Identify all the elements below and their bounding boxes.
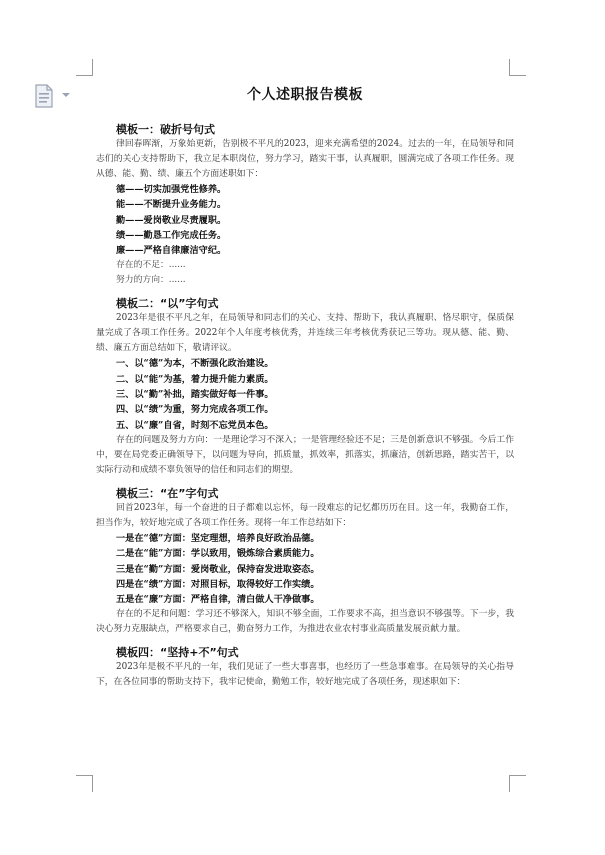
section-heading: 模板一：破折号句式 bbox=[116, 123, 215, 136]
bold-item: 一是在“德”方面：坚定理想，培养良好政治品德。 bbox=[116, 532, 320, 544]
crop-mark-bottom-right bbox=[509, 775, 526, 792]
document-menu-button[interactable] bbox=[34, 84, 74, 108]
section-intro: 2023年是极不平凡的一年，我们见证了一些大事喜事，也经历了一些急事难事。在局领导的关心指导下，在各位同事的帮助支持下，我牢记使命，勤勉工作，较好地完成了各项任务，现述职如下： bbox=[96, 662, 514, 688]
bold-item: 勤——爱岗敬业尽责履职。 bbox=[116, 214, 227, 226]
bold-item: 二、以“能”为基，着力提升能力素质。 bbox=[116, 373, 274, 385]
crop-mark-top-right bbox=[509, 59, 526, 76]
crop-mark-top-left bbox=[76, 59, 93, 76]
section-heading: 模板四：“坚持+不”句式 bbox=[116, 646, 239, 660]
bold-item: 三是在“勤”方面：爱岗敬业，保持奋发进取姿态。 bbox=[116, 563, 320, 575]
bold-item: 三、以“勤”补拙，踏实做好每一件事。 bbox=[116, 389, 274, 401]
section-heading: 模板三：“在”字句式 bbox=[116, 486, 219, 500]
section-heading: 模板二：“以”字句式 bbox=[116, 297, 219, 311]
chevron-down-icon bbox=[62, 93, 70, 97]
bold-item: 德——切实加强党性修养。 bbox=[116, 184, 227, 195]
section-intro: 回首2023年，每一个奋进的日子都难以忘怀，每一段难忘的记忆都历历在目。这一年，我勤奋工作，担当作为，较好地完成了各项工作任务。现将一年工作总结如下： bbox=[96, 502, 514, 528]
bold-item: 四是在“绩”方面：对照目标，取得较好工作实绩。 bbox=[116, 578, 320, 590]
section-intro: 律回春晖渐，万象始更新，告别极不平凡的2023，迎来充满希望的2024。过去的一年，在局领导和同志们的关心支持帮助下，我立足本职岗位，努力学习，踏实干事，认真履职，圆满完成了各项工作任务。现从德、能、勤、绩、廉五个方面述职如下： bbox=[96, 139, 514, 179]
bold-item: 五是在“廉”方面：严格自律，清白做人干净做事。 bbox=[116, 594, 320, 606]
document-icon bbox=[34, 84, 74, 108]
bold-item: 二是在“能”方面：学以致用，锻炼综合素质能力。 bbox=[116, 548, 320, 560]
bold-item: 绩——勤恳工作完成任务。 bbox=[116, 229, 227, 241]
section-outro: 存在的不足和问题：学习还不够深入，知识不够全面，工作要求不高，担当意识不够强等。下一步，我决心努力克服缺点，严格要求自己，勤奋努力工作，为推进农业农村事业高质量发展贡献力量。 bbox=[96, 609, 514, 635]
direction-line: 努力的方向：...... bbox=[116, 275, 186, 286]
section-outro: 存在的问题及努力方向：一是理论学习不深入；一是管理经验还不足；三是创新意识不够强。今后工作中，要在局党委正确领导下，以问题为导向，抓质量，抓效率，抓落实，抓廉洁，创新思路，踏实苦干，以实际行动和成绩不辜负领导的信任和同志们的期望。 bbox=[96, 434, 514, 475]
document-title: 个人述职报告模板 bbox=[247, 87, 363, 103]
bold-item: 廉——严格自律廉洁守纪。 bbox=[116, 245, 227, 257]
bold-item: 四、以“绩”为重，努力完成各项工作。 bbox=[116, 404, 274, 416]
bold-item: 能——不断提升业务能力。 bbox=[116, 199, 227, 211]
shortcoming-line: 存在的不足：...... bbox=[116, 260, 186, 271]
section-intro: 2023年是很不平凡之年，在局领导和同志们的关心、支持、帮助下，我认真履职、恪尽职守，保质保量完成了各项工作任务。2022年个人年度考核优秀，并连续三年考核优秀获记三等功。现从德、能、勤、绩、廉五方面总结如下，敬请评议。 bbox=[96, 313, 514, 354]
bold-item: 五、以“廉”自省，时刻不忘党员本色。 bbox=[116, 419, 274, 431]
document-body bbox=[96, 84, 514, 690]
crop-mark-bottom-left bbox=[76, 775, 93, 792]
bold-item: 一、以“德”为本，不断强化政治建设。 bbox=[116, 358, 274, 370]
